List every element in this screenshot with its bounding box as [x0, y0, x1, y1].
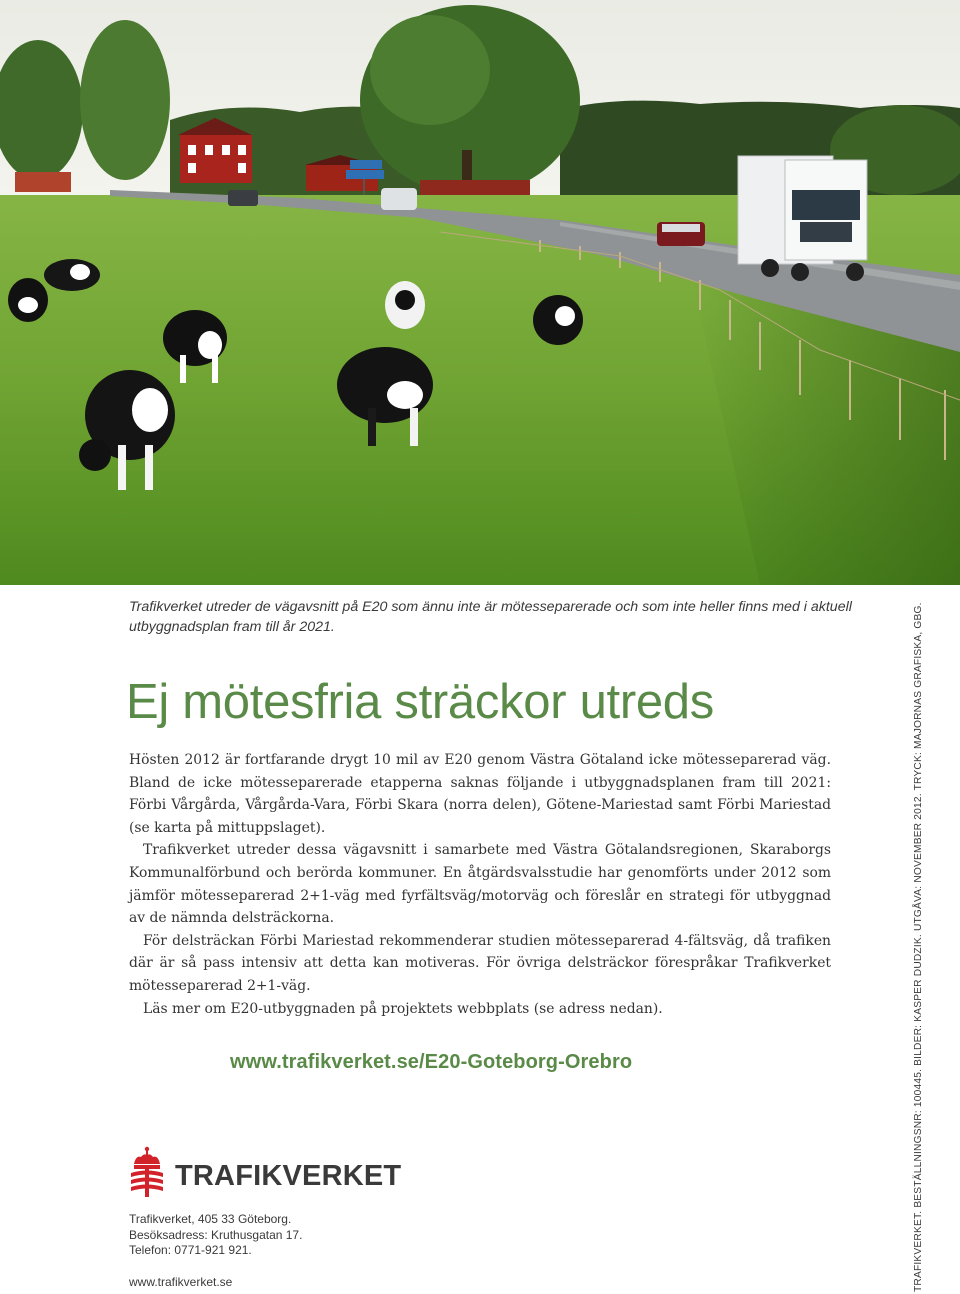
contact-address [129, 1212, 302, 1259]
project-website-link[interactable]: www.trafikverket.se/E20-Goteborg-Orebro [230, 1051, 633, 1073]
crown-emblem-icon [128, 1146, 166, 1198]
address-line: Trafikverket, 405 33 Göteborg. [129, 1212, 292, 1226]
trafikverket-logo [128, 1146, 402, 1198]
website-link[interactable]: www.trafikverket.se [129, 1275, 233, 1289]
photo-caption: Trafikverket utreder de vägavsnitt på E20 som ännu inte är mötesseparerade och som inte heller finns med i aktuell utbyggnadsplan fram till år 2021. [129, 599, 852, 635]
logo-wordmark: TRAFIKVERKET [175, 1160, 402, 1192]
address-line: Besöksadress: Kruthusgatan 17. [129, 1227, 303, 1242]
body-paragraph: Hösten 2012 är fortfarande drygt 10 mil av E20 genom Västra Götaland icke mötesseparerad väg. Bland de icke mötesseparerade etapperna saknas följande i utbyggnadsplanen fram till 2021: Förbi Vårgårda, Vårgårda-Vara, Förbi Skara (norra delen), Götene-Mariestad samt Förbi Mariestad (se karta på mittuppslaget). [129, 752, 831, 836]
address-line: Telefon: 0771-921 921. [129, 1243, 252, 1257]
colophon: TRAFIKVERKET. BESTÄLLNINGSNR: 100445. BILDER: KASPER DUDZIK. UTGÅVA: NOVEMBER 2012. TRYCK: MAJORNAS GRAFISKA, GBG. [913, 602, 924, 1292]
article-body [129, 749, 831, 1020]
body-paragraph: För delsträckan Förbi Mariestad rekommenderar studien mötesseparerad 4-fältsväg, då trafiken där är så pass intensiv att detta kan motiveras. För övriga delsträckor förespråkar Trafikverket mötesseparerad 2+1-väg. [129, 932, 831, 994]
body-paragraph: Läs mer om E20-utbyggnaden på projektets webbplats (se adress nedan). [143, 1000, 663, 1017]
body-paragraph: Trafikverket utreder dessa vägavsnitt i samarbete med Västra Götalandsregionen, Skaraborgs Kommunalförbund och berörda kommuner. En åtgärdsvalsstudie har genomförts under 2012 som jämför mötesseparerad 2+1-väg med fyrfältsväg/motorväg och föreslår en strategi för utbyggnad av de nämnda delsträckorna. [129, 842, 831, 927]
cover-photo [0, 0, 960, 585]
headline: Ej mötesfria sträckor utreds [126, 675, 714, 729]
